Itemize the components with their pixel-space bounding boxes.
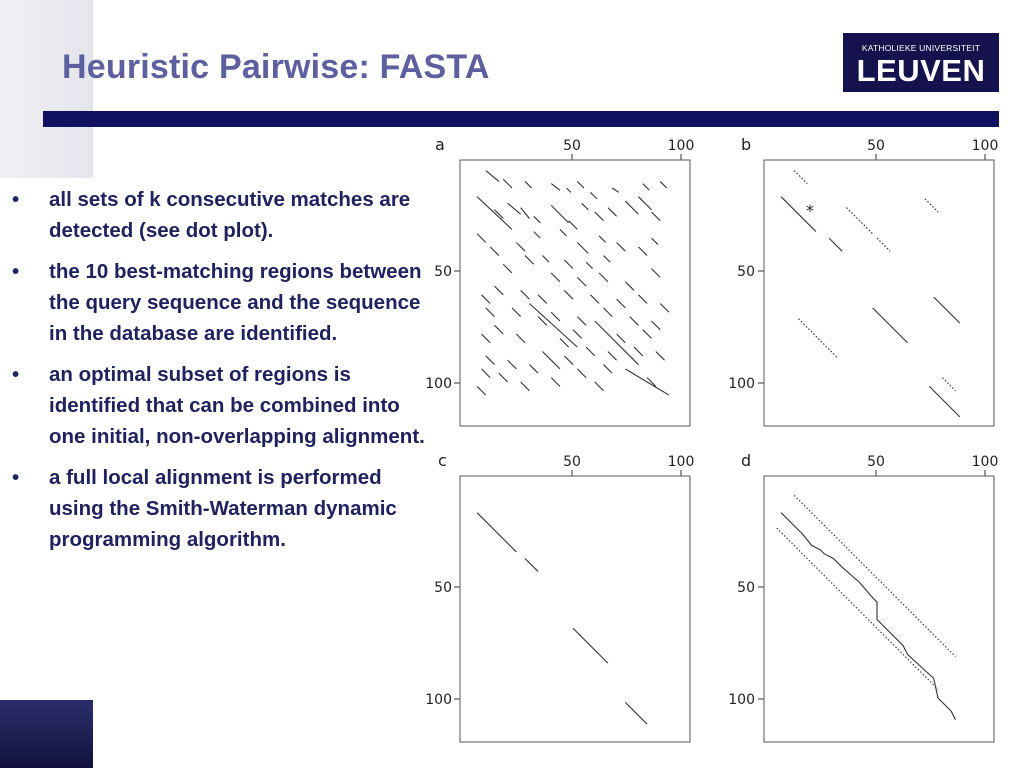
x-tick-label: 100 [667, 138, 695, 154]
bullet-list [8, 184, 428, 565]
x-tick-label: 100 [971, 454, 999, 470]
y-tick-label: 50 [434, 580, 452, 596]
panel-letter: b [741, 135, 752, 154]
panel-letter: a [435, 135, 445, 154]
panel-letter: c [438, 451, 447, 470]
bullet-marker: • [12, 260, 20, 283]
y-tick-label: 50 [434, 264, 452, 280]
panel-c [425, 451, 694, 742]
y-tick-label: 100 [728, 692, 755, 708]
university-logo [843, 33, 999, 92]
panel-d [728, 451, 998, 742]
corner-decoration-top [0, 0, 93, 178]
panel-a [425, 135, 694, 426]
y-tick-label: 100 [728, 376, 755, 392]
x-tick-label: 100 [971, 138, 999, 154]
bullet-text: a full local alignment is performed using the Smith-Waterman dynamic programming algorithm. [49, 466, 397, 551]
y-tick-label: 100 [425, 692, 452, 708]
plot-frame [460, 476, 690, 742]
x-tick-label: 50 [563, 454, 581, 470]
bullet-marker: • [12, 188, 20, 211]
best-region-marker: * [806, 201, 814, 220]
logo-line2: LEUVEN [856, 53, 986, 88]
bullet-item [8, 462, 428, 555]
plot-frame [764, 476, 994, 742]
bullet-text: all sets of k consecutive matches are detected (see dot plot). [49, 188, 411, 242]
x-tick-label: 100 [667, 454, 695, 470]
bullet-item [8, 359, 428, 452]
bullet-marker: • [12, 363, 20, 386]
bullet-marker: • [12, 466, 20, 489]
x-tick-label: 50 [563, 138, 581, 154]
slide-title: Heuristic Pairwise: FASTA [62, 48, 490, 86]
corner-decoration-bottom [0, 700, 93, 768]
logo-line1: KATHOLIEKE UNIVERSITEIT [861, 43, 981, 53]
bullet-item [8, 256, 428, 349]
panel-letter: d [741, 451, 752, 470]
title-divider-bar [43, 111, 999, 127]
panel-b [728, 135, 998, 426]
y-tick-label: 100 [425, 376, 452, 392]
plot-frame [764, 160, 994, 426]
bullet-item [8, 184, 428, 246]
dot-plot-figure [410, 130, 1010, 750]
bullet-text: an optimal subset of regions is identified that can be combined into one initial, non-overlapping alignment. [49, 363, 425, 448]
y-tick-label: 50 [737, 264, 755, 280]
y-tick-label: 50 [737, 580, 755, 596]
x-tick-label: 50 [867, 138, 885, 154]
bullet-text: the 10 best-matching regions between the query sequence and the sequence in the database are identified. [49, 260, 422, 345]
x-tick-label: 50 [867, 454, 885, 470]
